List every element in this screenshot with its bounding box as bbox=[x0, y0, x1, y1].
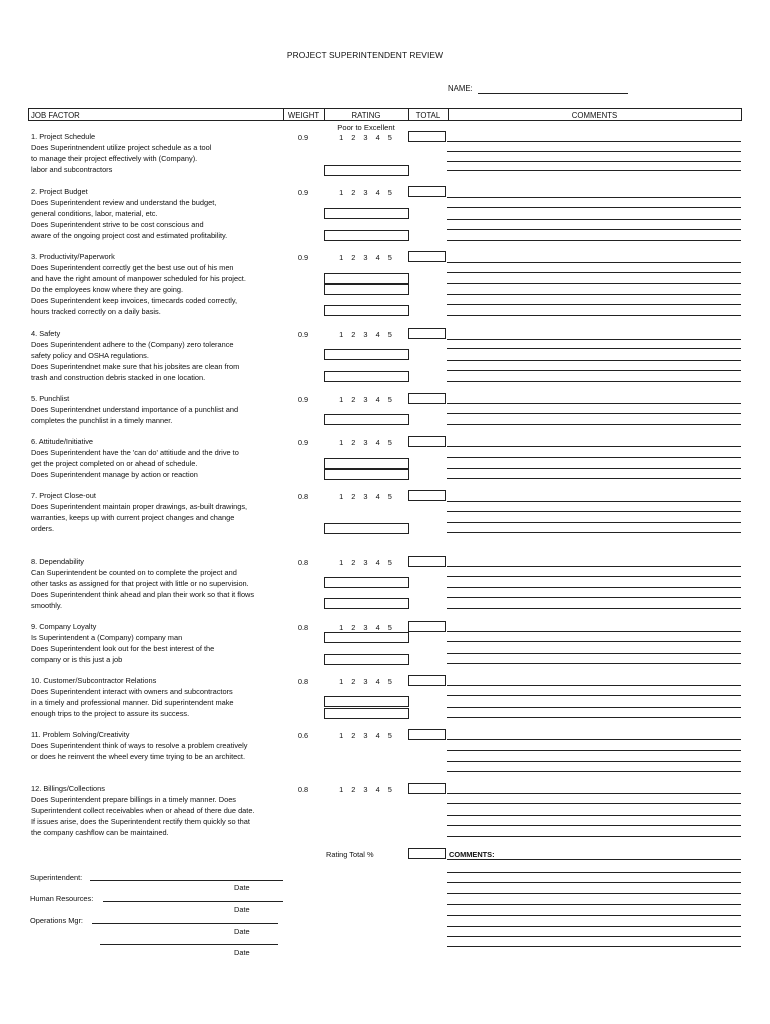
total-box[interactable] bbox=[408, 490, 446, 501]
weight-value: 0.6 bbox=[297, 731, 309, 740]
overall-comment-line[interactable] bbox=[447, 893, 741, 894]
overall-comments-label: COMMENTS: bbox=[449, 850, 495, 859]
overall-comment-line[interactable] bbox=[447, 946, 741, 947]
rating-input-box[interactable] bbox=[324, 632, 409, 643]
ops-sign-label: Operations Mgr: bbox=[30, 916, 83, 925]
rating-input-box[interactable] bbox=[324, 654, 409, 665]
comment-line[interactable] bbox=[447, 197, 741, 198]
total-box[interactable] bbox=[408, 328, 446, 339]
rating-scale[interactable]: 1 2 3 4 5 bbox=[339, 395, 395, 404]
job-factor-text: 3. Productivity/Paperwork Does Superintendent correctly get the best use out of his men and have the right amount of manpower scheduled for his project. Do the employees know where they are going. Does Superintendent keep invoices, timecards coded correctly, hours tracked correctly on a daily basis. bbox=[31, 252, 246, 316]
superintendent-date-label: Date bbox=[234, 883, 250, 892]
rating-total-box[interactable] bbox=[408, 848, 446, 859]
weight-value: 0.8 bbox=[297, 623, 309, 632]
extra-sign-line[interactable] bbox=[100, 944, 278, 945]
overall-comments-header-rule bbox=[447, 859, 741, 860]
comment-line[interactable] bbox=[447, 663, 741, 664]
total-box[interactable] bbox=[408, 729, 446, 740]
hr-sign-label: Human Resources: bbox=[30, 894, 94, 903]
comment-line[interactable] bbox=[447, 695, 741, 696]
table-left-border bbox=[28, 108, 29, 121]
rating-input-box[interactable] bbox=[324, 208, 409, 219]
comment-line[interactable] bbox=[447, 576, 741, 577]
rating-input-box[interactable] bbox=[324, 469, 409, 480]
rating-scale[interactable]: 1 2 3 4 5 bbox=[339, 731, 395, 740]
job-factor-text: 5. Punchlist Does Superintendnet understand importance of a punchlist and completes the punchlist in a timely manner. bbox=[31, 394, 239, 425]
hr-date-label: Date bbox=[234, 905, 250, 914]
comment-line[interactable] bbox=[447, 468, 741, 469]
comment-line[interactable] bbox=[447, 761, 741, 762]
rating-scale[interactable]: 1 2 3 4 5 bbox=[339, 133, 395, 142]
rating-input-box[interactable] bbox=[324, 577, 409, 588]
job-factor-text: 10. Customer/Subcontractor Relations Does Superintendent interact with owners and subcontractors in a timely and professional manner. Did superintendent make enough trips to the project to assure its success. bbox=[31, 676, 234, 718]
rating-scale[interactable]: 1 2 3 4 5 bbox=[339, 330, 395, 339]
total-box[interactable] bbox=[408, 675, 446, 686]
comment-line[interactable] bbox=[447, 283, 741, 284]
rating-input-box[interactable] bbox=[324, 349, 409, 360]
total-box[interactable] bbox=[408, 131, 446, 142]
rating-scale[interactable]: 1 2 3 4 5 bbox=[339, 558, 395, 567]
weight-value: 0.9 bbox=[297, 253, 309, 262]
header-job-factor: JOB FACTOR bbox=[31, 111, 80, 120]
comment-line[interactable] bbox=[447, 381, 741, 382]
rating-scale[interactable]: 1 2 3 4 5 bbox=[339, 188, 395, 197]
rating-input-box[interactable] bbox=[324, 458, 409, 469]
overall-comment-line[interactable] bbox=[447, 926, 741, 927]
comment-line[interactable] bbox=[447, 240, 741, 241]
comment-line[interactable] bbox=[447, 750, 741, 751]
header-total: TOTAL bbox=[415, 111, 441, 120]
weight-value: 0.8 bbox=[297, 492, 309, 501]
comment-line[interactable] bbox=[447, 272, 741, 273]
comment-line[interactable] bbox=[447, 294, 741, 295]
rating-input-box[interactable] bbox=[324, 708, 409, 719]
weight-value: 0.8 bbox=[297, 785, 309, 794]
comment-line[interactable] bbox=[447, 151, 741, 152]
total-box[interactable] bbox=[408, 251, 446, 262]
comment-line[interactable] bbox=[447, 360, 741, 361]
rating-input-box[interactable] bbox=[324, 273, 409, 284]
table-top-rule bbox=[28, 108, 741, 109]
total-box[interactable] bbox=[408, 783, 446, 794]
comment-line[interactable] bbox=[447, 339, 741, 340]
header-weight: WEIGHT bbox=[287, 111, 320, 120]
total-box[interactable] bbox=[408, 186, 446, 197]
job-factor-text: 7. Project Close-out Does Superintendent maintain proper drawings, as-built drawings, warranties, keeps up with current project changes and change orders. bbox=[31, 491, 248, 533]
comment-line[interactable] bbox=[447, 229, 741, 230]
comment-line[interactable] bbox=[447, 413, 741, 414]
comment-line[interactable] bbox=[447, 207, 741, 208]
weight-value: 0.9 bbox=[297, 188, 309, 197]
comment-line[interactable] bbox=[447, 478, 741, 479]
total-box[interactable] bbox=[408, 621, 446, 632]
weight-value: 0.8 bbox=[297, 558, 309, 567]
comment-line[interactable] bbox=[447, 566, 741, 567]
total-box[interactable] bbox=[408, 393, 446, 404]
weight-value: 0.9 bbox=[297, 395, 309, 404]
comment-line[interactable] bbox=[447, 739, 741, 740]
comment-line[interactable] bbox=[447, 707, 741, 708]
comment-line[interactable] bbox=[447, 522, 741, 523]
weight-value: 0.9 bbox=[297, 133, 309, 142]
rating-total-label: Rating Total % bbox=[326, 850, 374, 859]
comment-line[interactable] bbox=[447, 315, 741, 316]
rating-scale-range: Poor to Excellent bbox=[337, 123, 395, 132]
comment-line[interactable] bbox=[447, 532, 741, 533]
comment-line[interactable] bbox=[447, 304, 741, 305]
comment-line[interactable] bbox=[447, 511, 741, 512]
rating-input-box[interactable] bbox=[324, 230, 409, 241]
superintendent-sign-label: Superintendent: bbox=[30, 873, 83, 882]
comment-line[interactable] bbox=[447, 501, 741, 502]
comment-line[interactable] bbox=[447, 141, 741, 142]
total-box[interactable] bbox=[408, 556, 446, 567]
comment-line[interactable] bbox=[447, 836, 741, 837]
comment-line[interactable] bbox=[447, 641, 741, 642]
comment-line[interactable] bbox=[447, 457, 741, 458]
ops-date-label: Date bbox=[234, 927, 250, 936]
rating-scale[interactable]: 1 2 3 4 5 bbox=[339, 492, 395, 501]
table-right-border bbox=[741, 108, 742, 121]
hr-sign-line[interactable] bbox=[103, 901, 283, 902]
job-factor-text: 4. Safety Does Superintendent adhere to the (Company) zero tolerance safety policy and OSHA regulations. Does Superintendnet make sure that his jobsites are clean from trash and construction debris stacked in one location. bbox=[31, 329, 240, 382]
job-factor-text: 9. Company Loyalty Is Superintendent a (Company) company man Does Superintendent look out for the best interest of the company or is this just a job bbox=[31, 622, 215, 664]
comment-line[interactable] bbox=[447, 793, 741, 794]
form-title: PROJECT SUPERINTENDENT REVIEW bbox=[286, 50, 444, 60]
rating-scale[interactable]: 1 2 3 4 5 bbox=[339, 438, 395, 447]
comment-line[interactable] bbox=[447, 825, 741, 826]
comment-line[interactable] bbox=[447, 446, 741, 447]
comment-line[interactable] bbox=[447, 403, 741, 404]
rating-input-box[interactable] bbox=[324, 371, 409, 382]
comment-line[interactable] bbox=[447, 370, 741, 371]
rating-input-box[interactable] bbox=[324, 284, 409, 295]
comment-line[interactable] bbox=[447, 597, 741, 598]
comment-line[interactable] bbox=[447, 219, 741, 220]
header-comments: COMMENTS bbox=[571, 111, 618, 120]
rating-scale[interactable]: 1 2 3 4 5 bbox=[339, 785, 395, 794]
ops-sign-line[interactable] bbox=[92, 923, 278, 924]
rating-input-box[interactable] bbox=[324, 305, 409, 316]
comment-line[interactable] bbox=[447, 685, 741, 686]
job-factor-text: 11. Problem Solving/Creativity Does Superintendent think of ways to resolve a problem creatively or does he reinvent the wheel every time trying to be an architect. bbox=[31, 730, 248, 761]
weight-value: 0.8 bbox=[297, 677, 309, 686]
comment-line[interactable] bbox=[447, 587, 741, 588]
weight-value: 0.9 bbox=[297, 330, 309, 339]
comment-line[interactable] bbox=[447, 161, 741, 162]
extra-date-label: Date bbox=[234, 948, 250, 957]
job-factor-text: 8. Dependability Can Superintendent be counted on to complete the project and other tasks as assigned for that project with little or no supervision. Does Superintendent think ahead and plan their work so that it flows smoothly. bbox=[31, 557, 255, 610]
comment-line[interactable] bbox=[447, 771, 741, 772]
rating-input-box[interactable] bbox=[324, 414, 409, 425]
total-box[interactable] bbox=[408, 436, 446, 447]
comment-line[interactable] bbox=[447, 803, 741, 804]
rating-scale[interactable]: 1 2 3 4 5 bbox=[339, 253, 395, 262]
comment-line[interactable] bbox=[447, 424, 741, 425]
name-label: NAME: bbox=[448, 84, 473, 93]
comment-line[interactable] bbox=[447, 262, 741, 263]
overall-comment-line[interactable] bbox=[447, 872, 741, 873]
comment-line[interactable] bbox=[447, 170, 741, 171]
overall-comment-line[interactable] bbox=[447, 904, 741, 905]
rating-input-box[interactable] bbox=[324, 598, 409, 609]
overall-comment-line[interactable] bbox=[447, 915, 741, 916]
comment-line[interactable] bbox=[447, 653, 741, 654]
rating-input-box[interactable] bbox=[324, 696, 409, 707]
job-factor-text: 2. Project Budget Does Superintendent review and understand the budget, general conditions, labor, material, etc. Does Superintendent strive to be cost conscious and aware of the ongoing project cost and estimated profitability. bbox=[31, 187, 228, 240]
weight-value: 0.9 bbox=[297, 438, 309, 447]
overall-comment-line[interactable] bbox=[447, 882, 741, 883]
header-rating: RATING bbox=[351, 111, 381, 120]
comment-line[interactable] bbox=[447, 631, 741, 632]
comment-line[interactable] bbox=[447, 608, 741, 609]
name-field[interactable] bbox=[478, 93, 628, 94]
comment-line[interactable] bbox=[447, 717, 741, 718]
job-factor-text: 6. Attitude/Initiative Does Superintendent have the 'can do' attitiude and the drive to get the project completed on or ahead of schedule. Does Superintendent manage by action or reaction bbox=[31, 437, 239, 479]
rating-scale[interactable]: 1 2 3 4 5 bbox=[339, 623, 395, 632]
rating-input-box[interactable] bbox=[324, 165, 409, 176]
rating-input-box[interactable] bbox=[324, 523, 409, 534]
comment-line[interactable] bbox=[447, 815, 741, 816]
overall-comment-line[interactable] bbox=[447, 936, 741, 937]
rating-scale[interactable]: 1 2 3 4 5 bbox=[339, 677, 395, 686]
superintendent-sign-line[interactable] bbox=[90, 880, 283, 881]
comment-line[interactable] bbox=[447, 348, 741, 349]
job-factor-text: 1. Project Schedule Does Superintnendent utilize project schedule as a tool to manage their project effectively with (Company). labor and subcontractors bbox=[31, 132, 212, 174]
job-factor-text: 12. Billings/Collections Does Superintendent prepare billings in a timely manner. Does Superintendent collect receivables when or ahead of there due date. If issues arise, does the Superintendent rectify them quickly so that the company cashflow can be maintained. bbox=[31, 784, 255, 837]
